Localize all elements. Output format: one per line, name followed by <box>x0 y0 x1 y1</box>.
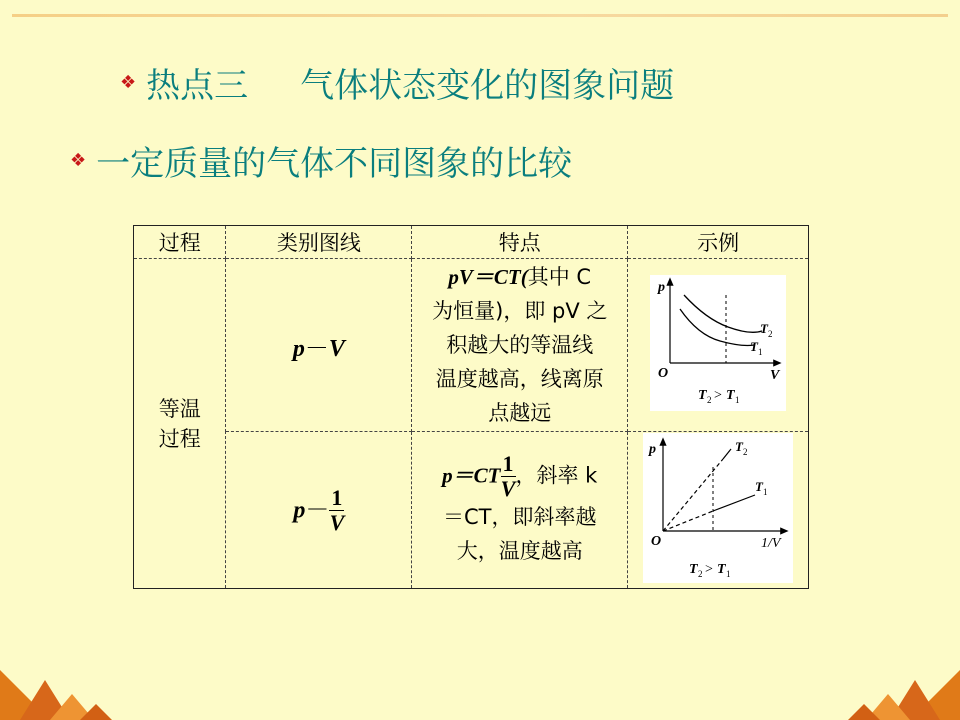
title-hotspot-label: 热点三 <box>146 66 249 106</box>
svg-text:2: 2 <box>698 568 703 579</box>
slide-title <box>120 58 674 107</box>
svg-text:>: > <box>714 387 722 403</box>
table-row <box>134 432 809 589</box>
header-example: 示例 <box>628 226 809 259</box>
axis-label-inv-v: 1/V <box>761 535 781 551</box>
svg-text:T: T <box>726 387 735 403</box>
isotherm-p-v-graph <box>650 275 786 411</box>
header-category: 类别图线 <box>226 226 412 259</box>
example-p-v <box>628 259 809 432</box>
svg-text:>: > <box>705 561 713 577</box>
origin-label: O <box>658 365 669 381</box>
diamond-bullet-icon: ❖ <box>120 72 137 93</box>
svg-text:T: T <box>689 561 698 577</box>
svg-text:T: T <box>717 561 726 577</box>
comparison-table <box>133 225 809 589</box>
slide-subtitle <box>70 136 572 185</box>
svg-text:2: 2 <box>768 328 773 339</box>
svg-text:T: T <box>698 387 707 403</box>
corner-decoration-right <box>840 660 960 720</box>
origin-label: O <box>651 533 662 549</box>
svg-text:2: 2 <box>707 394 712 405</box>
subtitle-text: 一定质量的气体不同图象的比较 <box>96 144 573 184</box>
header-process: 过程 <box>134 226 226 259</box>
corner-decoration-left <box>0 660 120 720</box>
isotherm-p-inv-v-graph <box>643 433 793 583</box>
top-decorative-rule <box>12 14 948 17</box>
table-row <box>134 259 809 432</box>
svg-text:1: 1 <box>758 346 763 357</box>
process-cell: 等温 过程 <box>134 259 226 589</box>
category-p-v: p－V <box>226 259 412 432</box>
svg-text:T: T <box>735 438 744 454</box>
axis-label-v: V <box>770 367 780 383</box>
axis-label-p: p <box>649 441 657 457</box>
feature-p-inv-v: p＝CT $\frac{1}{V}$ ，斜率 k ＝CT，即斜率越 大，温度越高 <box>412 432 628 589</box>
svg-text:1: 1 <box>726 568 731 579</box>
feature-p-v: pV＝CT(其中 C 为恒量)，即 pV 之 积越大的等温线 温度越高，线离原 点越远 <box>412 259 628 432</box>
table-header-row <box>134 226 809 259</box>
svg-text:T: T <box>760 320 769 336</box>
category-p-inv-v: p－ $\frac{1}{V}$ <box>226 432 412 589</box>
svg-text:2: 2 <box>743 446 748 457</box>
diamond-bullet-icon: ❖ <box>70 150 87 171</box>
example-p-inv-v <box>628 432 809 589</box>
header-feature: 特点 <box>412 226 628 259</box>
svg-text:T: T <box>755 478 764 494</box>
svg-text:1: 1 <box>763 486 768 497</box>
title-topic: 气体状态变化的图象问题 <box>300 66 675 106</box>
axis-label-p: p <box>658 279 666 295</box>
svg-text:1: 1 <box>735 394 740 405</box>
svg-text:T: T <box>750 338 759 354</box>
